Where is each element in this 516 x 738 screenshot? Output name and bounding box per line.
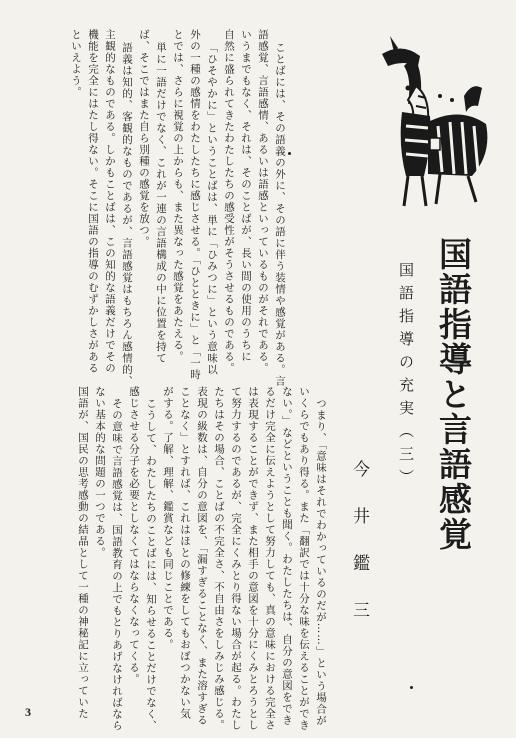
body-column: たちはその場合、ことばの不完全さ、不自由さをしみじみ感じる。 xyxy=(213,386,225,731)
author-name: 今井鑑三 xyxy=(349,460,369,648)
body-column: 機能を完全にはたし得ない。そこに国語の指導のむずかしさがある xyxy=(87,29,99,374)
body-column: 表現の級数は、自分の意図を、「漏すぎることなく、また溶すぎる xyxy=(196,386,208,726)
body-column: がする。了解、理解、鑑賞なども同じことである。 xyxy=(162,386,174,651)
body-column: 単に一語だけでなく、これが一連の言語構成の中に位置を持て xyxy=(155,42,167,364)
article-title: 国語指導と言語感覚 xyxy=(434,237,473,552)
body-column: 自然に盛られてきたわたしたちの感受性がそうさせるものである。 xyxy=(223,29,235,374)
body-column: いうまでもなく、それは、そのことばが、長い間の使用のうちに xyxy=(240,29,252,363)
body-column: いくらでもあり得る。また「翻訳では十分な味を伝えることができ xyxy=(298,386,310,731)
decorative-illustration xyxy=(368,26,494,212)
body-column: 国語が、国民の思考感動の結晶として一種の神秘記に立っていた xyxy=(77,386,89,720)
body-column: こうして、わたしたちのことばには、知らせることだけでなく、 xyxy=(145,398,157,732)
body-column: ない基本的な問題の一つである。 xyxy=(94,386,106,559)
body-column: るだけ完全に伝えようとして努力しても、真の意味における完全さ xyxy=(264,386,276,731)
body-column: ば、そこではまた自ら別種の感覚を放つ。 xyxy=(138,29,150,248)
body-column: 主観的なものである。しかもことばは、この知的な語義だけでその xyxy=(104,29,116,374)
body-column: とでは、さらに視覚の上からも、また異なった感覚をあたえる。 xyxy=(172,29,184,363)
body-column: は表現することができず、また相手の意図を十分にくみとろうとし xyxy=(247,386,259,731)
body-column: その意味で言語感覚は、国語教育の上でもとりあげなければなら xyxy=(111,398,123,732)
body-column: 語義は知的、客観的なものであるが、言語感覚はもちろん感情的、 xyxy=(121,42,133,387)
body-column: て努力するのであるが、完全にくみとり得ない場合が起る。わたし xyxy=(230,386,242,731)
ornament-dot xyxy=(410,686,413,689)
body-column: 感じさせる分子を必要としなくてはならなくなってくる。 xyxy=(128,386,140,685)
ornament-dot xyxy=(288,152,291,155)
body-column: 「ひそやかに」ということばは、単に「ひみつに」という意味以 xyxy=(206,42,218,376)
body-column: 外の一種の感情をわたしたちに感じさせる。「ひとときに」と「一時 xyxy=(189,29,201,381)
body-column: つまり、「意味はそれでわかっているのだが……」という場合が xyxy=(315,398,327,727)
body-column: 語感覚、言語感情、あるいは語感といっているものがそれである。 xyxy=(257,29,269,374)
body-column: ことなく」とすれば、これはほとの修練をしてもおぼつかない気 xyxy=(179,386,191,720)
body-column: といえよう。 xyxy=(70,29,82,98)
body-column: ことばには、その語義の外に、その語に伴う装情や感覚がある。言 xyxy=(274,42,286,387)
body-column: ない。」などということも聞く。わたしたちは、自分の意図をでき xyxy=(281,386,293,726)
page-number: 3 xyxy=(25,705,31,719)
article-subtitle: 国語指導の充実（三） xyxy=(397,262,415,492)
